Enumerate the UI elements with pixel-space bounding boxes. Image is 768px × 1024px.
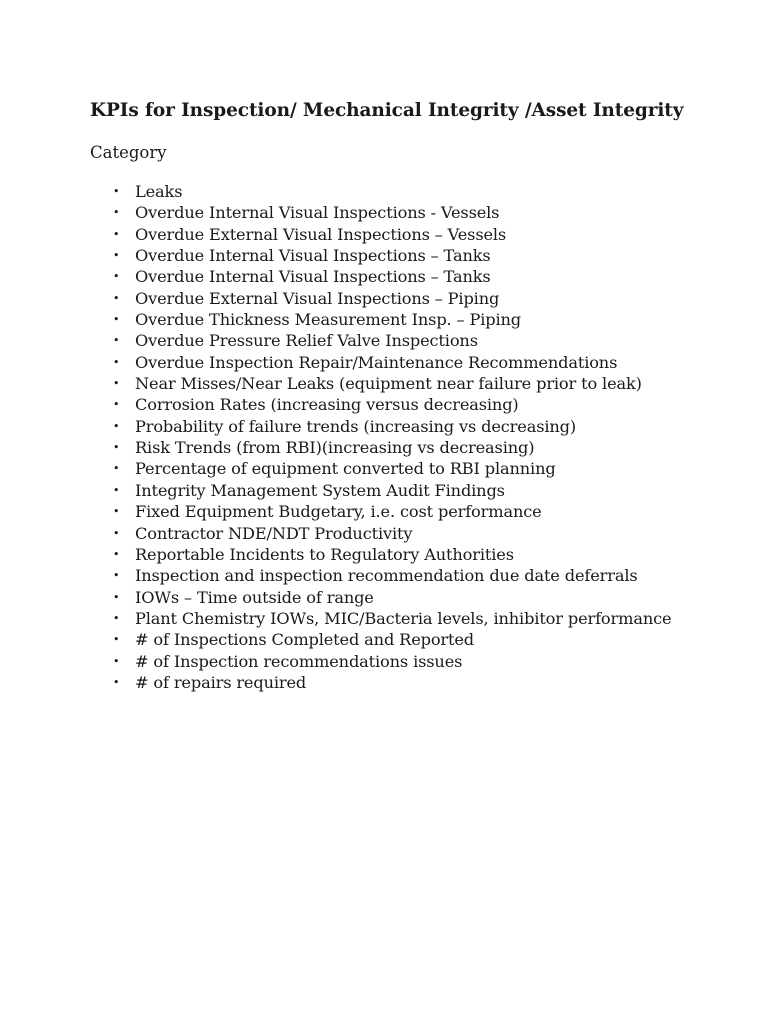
bullet-icon: • [113,505,120,519]
bullet-icon: • [113,611,120,625]
kpi-item-text: Overdue External Visual Inspections – Vessels [135,224,507,244]
bullet-icon: • [113,547,120,561]
kpi-item-text: # of repairs required [135,672,307,692]
category-label: Category [90,143,167,162]
kpi-list [90,181,750,693]
kpi-item-text: IOWs – Time outside of range [135,587,374,607]
bullet-icon: • [113,398,120,412]
kpi-item-text: # of Inspection recommendations issues [135,651,463,671]
bullet-icon: • [113,441,120,455]
kpi-item-text: Leaks [135,182,183,201]
bullet-icon: • [113,590,120,604]
kpi-list-item [90,309,750,330]
bullet-icon: • [113,483,120,497]
bullet-icon: • [113,291,120,305]
kpi-list-item [90,394,750,415]
kpi-item-text: Inspection and inspection recommendation due date deferrals [135,566,638,586]
kpi-item-text: Plant Chemistry IOWs, MIC/Bacteria levels, inhibitor performance [135,608,672,628]
kpi-list-item [90,352,750,373]
kpi-list-item [90,587,750,608]
bullet-icon: • [113,675,120,689]
kpi-item-text: Overdue Internal Visual Inspections - Vessels [135,203,500,223]
kpi-list-item [90,224,750,245]
kpi-item-text: Overdue External Visual Inspections – Piping [135,288,500,308]
bullet-icon: • [113,313,120,327]
kpi-list-item [90,181,750,202]
kpi-item-text: Overdue Inspection Repair/Maintenance Recommendations [135,352,618,372]
kpi-item-text: Overdue Pressure Relief Valve Inspections [135,331,478,351]
kpi-list-item [90,416,750,437]
bullet-icon: • [113,227,120,241]
bullet-icon: • [113,633,120,647]
kpi-list-item [90,437,750,458]
bullet-icon: • [113,569,120,583]
kpi-list-item [90,672,750,693]
kpi-list-item [90,458,750,479]
bullet-icon: • [113,654,120,668]
bullet-icon: • [113,462,120,476]
kpi-list-item [90,266,750,287]
kpi-list-item [90,544,750,565]
document-title: KPIs for Inspection/ Mechanical Integrity /Asset Integrity [90,100,684,121]
kpi-list-item [90,629,750,650]
kpi-list-item [90,245,750,266]
kpi-list-item [90,373,750,394]
kpi-list-item [90,288,750,309]
kpi-list-item [90,480,750,501]
bullet-icon: • [113,270,120,284]
bullet-icon: • [113,419,120,433]
kpi-item-text: Overdue Thickness Measurement Insp. – Piping [135,310,521,330]
bullet-icon: • [113,185,120,198]
bullet-icon: • [113,377,120,391]
bullet-icon: • [113,249,120,263]
bullet-icon: • [113,206,120,220]
kpi-item-text: Percentage of equipment converted to RBI planning [135,459,556,479]
kpi-list-item [90,565,750,586]
kpi-item-text: Contractor NDE/NDT Productivity [135,523,413,543]
bullet-icon: • [113,526,120,540]
kpi-item-text: Corrosion Rates (increasing versus decreasing) [135,395,519,415]
bullet-icon: • [113,334,120,348]
kpi-item-text: Overdue Internal Visual Inspections – Tanks [135,267,491,287]
kpi-item-text: Integrity Management System Audit Findings [135,480,505,500]
kpi-list-item [90,202,750,223]
kpi-item-text: # of Inspections Completed and Reported [135,630,475,650]
kpi-list-item [90,501,750,522]
kpi-item-text: Risk Trends (from RBI)(increasing vs decreasing) [135,438,535,458]
kpi-item-text: Near Misses/Near Leaks (equipment near failure prior to leak) [135,374,642,394]
kpi-item-text: Reportable Incidents to Regulatory Authorities [135,544,514,564]
kpi-list-item [90,330,750,351]
kpi-item-text: Probability of failure trends (increasing vs decreasing) [135,416,577,436]
kpi-list-item [90,608,750,629]
kpi-item-text: Overdue Internal Visual Inspections – Tanks [135,246,491,266]
kpi-list-item [90,523,750,544]
kpi-list-item [90,651,750,672]
kpi-item-text: Fixed Equipment Budgetary, i.e. cost performance [135,502,542,522]
bullet-icon: • [113,355,120,369]
